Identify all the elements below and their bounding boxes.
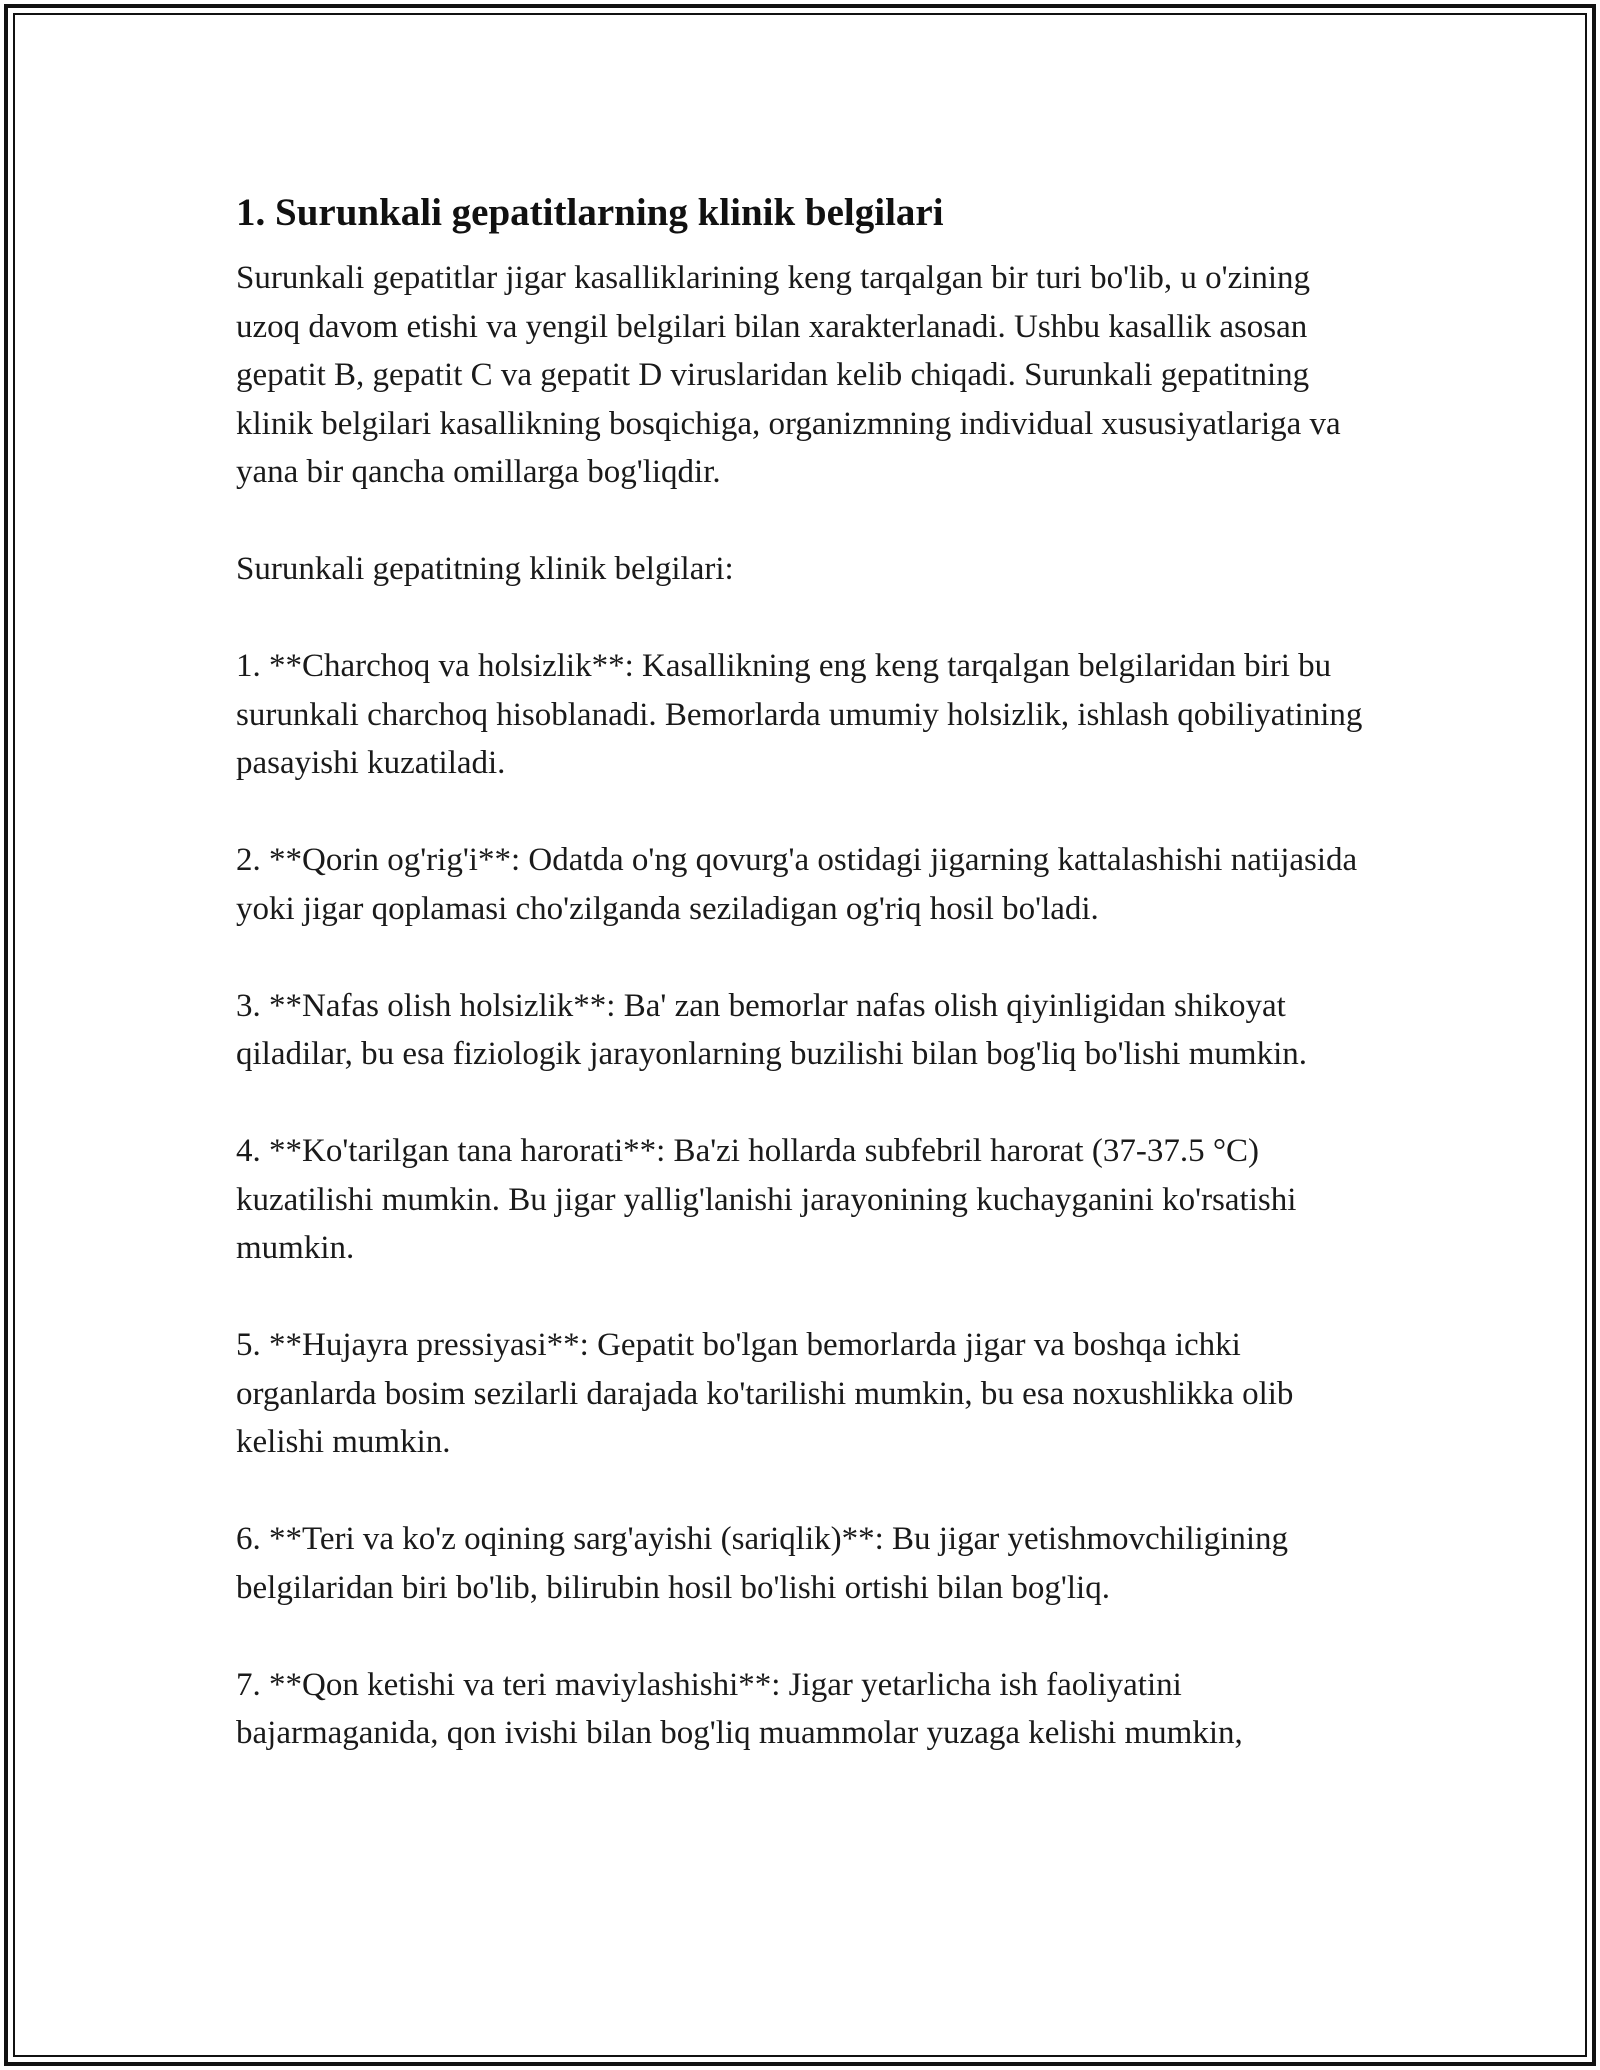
list-item-breathing: 3. **Nafas olish holsizlik**: Ba' zan bemorlar nafas olish qiyinligidan shikoyat qiladilar, bu esa fiziologik jarayonlarning buzilishi bilan bog'liq bo'lishi mumkin. <box>236 987 1307 1072</box>
list-item-fatigue: 1. **Charchoq va holsizlik**: Kasallikning eng keng tarqalgan belgilaridan biri bu surunkali charchoq hisoblanadi. Bemorlarda umumiy holsizlik, ishlash qobiliyatining pasayishi kuzatiladi. <box>236 648 1363 781</box>
list-intro: Surunkali gepatitning klinik belgilari: <box>236 551 734 587</box>
intro-paragraph: Surunkali gepatitlar jigar kasalliklarining keng tarqalgan bir turi bo'lib, u o'zining uzoq davom etishi va yengil belgilari bilan xarakterlanadi. Ushbu kasallik asosan gepatit B, gepatit C va gepatit D viruslaridan kelib chiqadi. Surunkali gepatitning klinik belgilari kasallikning bosqichiga, organizmning individual xususiyatlariga va yana bir qancha omillarga bog'liqdir. <box>236 260 1341 490</box>
list-item-jaundice: 6. **Teri va ko'z oqining sarg'ayishi (sariqlik)**: Bu jigar yetishmovchiligining belgilaridan biri bo'lib, bilirubin hosil bo'lishi ortishi bilan bog'liq. <box>236 1521 1288 1606</box>
list-item-abdominal-pain: 2. **Qorin og'rig'i**: Odatda o'ng qovurg'a ostidagi jigarning kattalashishi natijasida yoki jigar qoplamasi cho'zilganda seziladigan og'riq hosil bo'ladi. <box>236 842 1358 927</box>
list-item-temperature: 4. **Ko'tarilgan tana harorati**: Ba'zi hollarda subfebril harorat (37-37.5 °C) kuzatilishi mumkin. Bu jigar yallig'lanishi jarayonining kuchayganini ko'rsatishi mumkin. <box>236 1133 1297 1266</box>
section-heading: 1. Surunkali gepatitlarning klinik belgilari <box>236 191 944 234</box>
list-item-bleeding: 7. **Qon ketishi va teri maviylashishi**: Jigar yetarlicha ish faoliyatini bajarmaganida, qon ivishi bilan bog'liq muammolar yuzaga kelishi mumkin, <box>236 1666 1243 1751</box>
list-item-cell-pressure: 5. **Hujayra pressiyasi**: Gepatit bo'lgan bemorlarda jigar va boshqa ichki organlarda bosim sezilarli darajada ko'tarilishi mumkin, bu esa noxushlikka olib kelishi mumkin. <box>236 1327 1294 1460</box>
document-body <box>236 186 1376 1758</box>
